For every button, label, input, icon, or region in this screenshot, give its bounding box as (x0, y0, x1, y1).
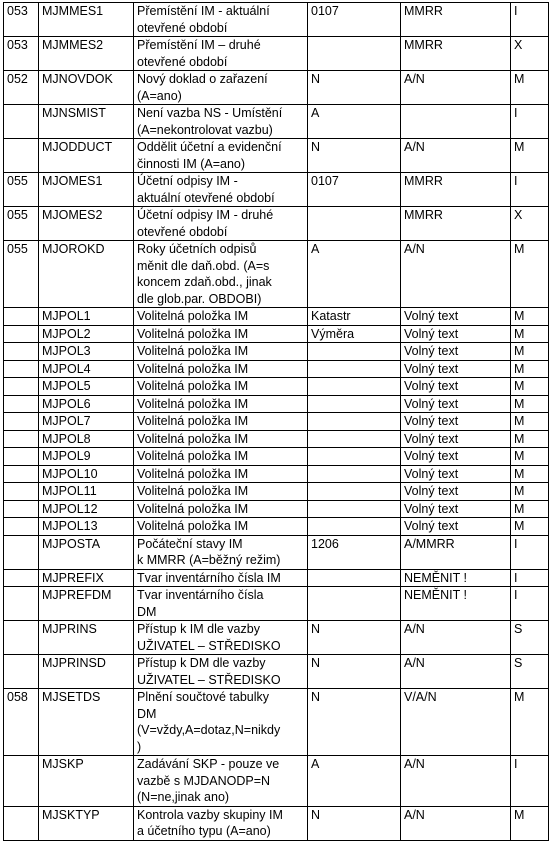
type-cell: Volný text (401, 413, 511, 431)
parameter-name-cell: MJPRINSD (39, 655, 134, 689)
value-cell: N (308, 71, 401, 105)
parameter-name-cell: MJPOL12 (39, 500, 134, 518)
row-code-cell (4, 448, 39, 466)
table-row (4, 308, 549, 326)
parameter-name-cell: MJOMES2 (39, 207, 134, 241)
value-cell (308, 395, 401, 413)
description-line: Volitelná položka IM (137, 379, 249, 393)
description-cell (134, 587, 308, 621)
type-cell: MMRR (401, 207, 511, 241)
parameter-name-cell: MJODDUCT (39, 139, 134, 173)
parameter-name-cell: MJSKP (39, 756, 134, 807)
row-code-cell: 055 (4, 173, 39, 207)
flag-cell: M (511, 483, 549, 501)
row-code-cell (4, 518, 39, 536)
parameter-name-cell: MJPOL4 (39, 360, 134, 378)
description-line: otevřené období (137, 54, 228, 69)
type-cell: Volný text (401, 325, 511, 343)
description-line: Kontrola vazby skupiny IM (137, 807, 283, 822)
flag-cell: I (511, 756, 549, 807)
table-row (4, 343, 549, 361)
flag-cell: X (511, 37, 549, 71)
description-cell (134, 343, 308, 361)
value-cell: A (308, 756, 401, 807)
row-code-cell (4, 500, 39, 518)
description-line: Volitelná položka IM (137, 484, 249, 498)
table-row (4, 483, 549, 501)
value-cell: N (308, 689, 401, 756)
description-cell (134, 139, 308, 173)
parameter-name-cell: MJNSMIST (39, 105, 134, 139)
flag-cell: M (511, 360, 549, 378)
flag-cell: M (511, 806, 549, 840)
value-cell (308, 37, 401, 71)
parameter-name-cell: MJMMES1 (39, 3, 134, 37)
table-row (4, 395, 549, 413)
table-row (4, 448, 549, 466)
type-cell: A/MMRR (401, 535, 511, 569)
flag-cell: I (511, 587, 549, 621)
description-line: UŽIVATEL – STŘEDISKO (137, 672, 281, 687)
row-code-cell (4, 360, 39, 378)
table-row (4, 105, 549, 139)
description-line: dle glob.par. OBDOBI) (137, 291, 262, 306)
row-code-cell (4, 756, 39, 807)
description-cell (134, 430, 308, 448)
parameter-name-cell: MJSKTYP (39, 806, 134, 840)
type-cell: V/A/N (401, 689, 511, 756)
parameter-name-cell: MJPRINS (39, 621, 134, 655)
description-cell (134, 3, 308, 37)
description-line: Účetní odpisy IM - (137, 174, 238, 188)
description-line: Přístup k DM dle vazby (137, 656, 266, 670)
description-cell (134, 173, 308, 207)
type-cell: Volný text (401, 395, 511, 413)
description-cell (134, 325, 308, 343)
description-line: Zadávání SKP - pouze ve (137, 757, 280, 771)
row-code-cell (4, 806, 39, 840)
row-code-cell: 055 (4, 207, 39, 241)
description-line: Volitelná položka IM (137, 396, 249, 411)
type-cell: A/N (401, 241, 511, 308)
description-cell (134, 71, 308, 105)
flag-cell: I (511, 535, 549, 569)
description-cell (134, 207, 308, 241)
description-cell (134, 308, 308, 326)
type-cell: A/N (401, 139, 511, 173)
row-code-cell (4, 105, 39, 139)
description-line: aktuální otevřené období (137, 190, 275, 205)
value-cell (308, 465, 401, 483)
row-code-cell (4, 378, 39, 396)
table-row (4, 325, 549, 343)
description-line: Volitelná položka IM (137, 309, 249, 323)
table-row (4, 655, 549, 689)
flag-cell: S (511, 621, 549, 655)
table-row (4, 756, 549, 807)
parameter-name-cell: MJPREFIX (39, 569, 134, 587)
description-line: otevřené období (137, 20, 228, 35)
description-line: Není vazba NS - Umístění (137, 106, 283, 120)
table-row (4, 207, 549, 241)
description-cell (134, 105, 308, 139)
table-row (4, 3, 549, 37)
type-cell (401, 105, 511, 139)
description-line: vazbě s MJDANODP=N (137, 773, 271, 788)
parameter-name-cell: MJNOVDOK (39, 71, 134, 105)
type-cell: Volný text (401, 378, 511, 396)
flag-cell: M (511, 308, 549, 326)
parameter-name-cell: MJPOL10 (39, 465, 134, 483)
description-cell (134, 806, 308, 840)
type-cell: A/N (401, 71, 511, 105)
flag-cell: M (511, 139, 549, 173)
type-cell: A/N (401, 806, 511, 840)
table-row (4, 139, 549, 173)
description-cell (134, 378, 308, 396)
description-cell (134, 241, 308, 308)
description-cell (134, 448, 308, 466)
value-cell (308, 569, 401, 587)
description-cell (134, 395, 308, 413)
row-code-cell (4, 569, 39, 587)
description-line: Přemístění IM - aktuální (137, 4, 270, 18)
parameter-name-cell: MJPOL9 (39, 448, 134, 466)
description-line: Volitelná položka IM (137, 431, 249, 446)
description-line: otevřené období (137, 224, 228, 239)
value-cell (308, 518, 401, 536)
flag-cell: M (511, 448, 549, 466)
type-cell: A/N (401, 621, 511, 655)
flag-cell: I (511, 173, 549, 207)
description-line: DM (137, 604, 157, 619)
row-code-cell (4, 325, 39, 343)
flag-cell: S (511, 655, 549, 689)
type-cell: Volný text (401, 483, 511, 501)
description-cell (134, 37, 308, 71)
row-code-cell (4, 465, 39, 483)
flag-cell: M (511, 518, 549, 536)
table-row (4, 535, 549, 569)
row-code-cell: 058 (4, 689, 39, 756)
value-cell (308, 500, 401, 518)
parameter-name-cell: MJPREFDM (39, 587, 134, 621)
type-cell: Volný text (401, 500, 511, 518)
flag-cell: I (511, 105, 549, 139)
row-code-cell (4, 343, 39, 361)
description-line: Tvar inventárního čísla (137, 588, 264, 602)
table-row (4, 569, 549, 587)
value-cell: Výměra (308, 325, 401, 343)
value-cell: 1206 (308, 535, 401, 569)
parameter-name-cell: MJPOL3 (39, 343, 134, 361)
value-cell: 0107 (308, 173, 401, 207)
value-cell (308, 587, 401, 621)
type-cell: Volný text (401, 430, 511, 448)
flag-cell: M (511, 71, 549, 105)
table-row (4, 500, 549, 518)
parameter-name-cell: MJSETDS (39, 689, 134, 756)
table-row (4, 587, 549, 621)
table-row (4, 689, 549, 756)
flag-cell: M (511, 343, 549, 361)
row-code-cell (4, 395, 39, 413)
flag-cell: I (511, 3, 549, 37)
type-cell: Volný text (401, 308, 511, 326)
value-cell (308, 378, 401, 396)
parameter-name-cell: MJOROKD (39, 241, 134, 308)
type-cell: Volný text (401, 360, 511, 378)
description-line: k MMRR (A=běžný režim) (137, 553, 281, 567)
flag-cell: M (511, 430, 549, 448)
description-line: Volitelná položka IM (137, 344, 249, 358)
value-cell (308, 207, 401, 241)
row-code-cell (4, 413, 39, 431)
value-cell: N (308, 655, 401, 689)
parameter-name-cell: MJPOL11 (39, 483, 134, 501)
type-cell: MMRR (401, 3, 511, 37)
description-line: Volitelná položka IM (137, 519, 249, 533)
table-row (4, 518, 549, 536)
flag-cell: M (511, 241, 549, 308)
table-row (4, 71, 549, 105)
description-line: Volitelná položka IM (137, 361, 249, 376)
description-cell (134, 483, 308, 501)
description-line: Volitelná položka IM (137, 449, 249, 463)
table-row (4, 241, 549, 308)
description-line: ) (137, 739, 142, 754)
table-row (4, 413, 549, 431)
description-cell (134, 569, 308, 587)
value-cell (308, 430, 401, 448)
description-line: (A=nekontrolovat vazbu) (137, 122, 273, 137)
parameter-name-cell: MJPOL6 (39, 395, 134, 413)
row-code-cell (4, 139, 39, 173)
type-cell: Volný text (401, 518, 511, 536)
description-line: činnosti IM (A=ano) (137, 156, 246, 171)
row-code-cell: 055 (4, 241, 39, 308)
parameter-name-cell: MJPOL5 (39, 378, 134, 396)
description-line: (A=ano) (137, 88, 182, 103)
parameter-table (3, 2, 549, 841)
row-code-cell (4, 621, 39, 655)
type-cell: Volný text (401, 448, 511, 466)
parameter-table-body (4, 3, 549, 841)
row-code-cell (4, 655, 39, 689)
type-cell: NEMĚNIT ! (401, 569, 511, 587)
description-line: Roky účetních odpisů (137, 242, 257, 256)
flag-cell: M (511, 395, 549, 413)
value-cell: 0107 (308, 3, 401, 37)
parameter-name-cell: MJMMES2 (39, 37, 134, 71)
parameter-name-cell: MJPOSTA (39, 535, 134, 569)
row-code-cell (4, 308, 39, 326)
value-cell: Katastr (308, 308, 401, 326)
row-code-cell: 053 (4, 37, 39, 71)
value-cell: A (308, 105, 401, 139)
description-line: Volitelná položka IM (137, 326, 249, 341)
description-line: koncem zdaň.obd., jinak (137, 275, 272, 289)
description-cell (134, 518, 308, 536)
flag-cell: I (511, 569, 549, 587)
parameter-name-cell: MJPOL1 (39, 308, 134, 326)
description-line: Přemístění IM – druhé (137, 38, 261, 52)
type-cell: A/N (401, 756, 511, 807)
description-line: Volitelná položka IM (137, 466, 249, 481)
value-cell: N (308, 806, 401, 840)
value-cell (308, 413, 401, 431)
parameter-name-cell: MJOMES1 (39, 173, 134, 207)
type-cell: MMRR (401, 173, 511, 207)
table-row (4, 465, 549, 483)
description-line: Tvar inventárního čísla IM (137, 570, 281, 585)
row-code-cell: 052 (4, 71, 39, 105)
table-row (4, 621, 549, 655)
description-cell (134, 360, 308, 378)
description-cell (134, 535, 308, 569)
description-line: Přístup k IM dle vazby (137, 622, 260, 636)
type-cell: NEMĚNIT ! (401, 587, 511, 621)
table-row (4, 378, 549, 396)
flag-cell: M (511, 689, 549, 756)
row-code-cell (4, 483, 39, 501)
table-row (4, 37, 549, 71)
parameter-name-cell: MJPOL13 (39, 518, 134, 536)
flag-cell: M (511, 378, 549, 396)
table-row (4, 430, 549, 448)
value-cell: N (308, 621, 401, 655)
value-cell: A (308, 241, 401, 308)
description-line: (N=ne,jinak ano) (137, 790, 230, 804)
description-line: měnit dle daň.obd. (A=s (137, 258, 270, 273)
flag-cell: M (511, 325, 549, 343)
description-line: a účetního typu (A=ano) (137, 824, 271, 838)
flag-cell: M (511, 413, 549, 431)
description-line: Plnění součtové tabulky (137, 690, 270, 704)
description-cell (134, 465, 308, 483)
description-line: Oddělit účetní a evidenční (137, 140, 282, 154)
value-cell: N (308, 139, 401, 173)
flag-cell: X (511, 207, 549, 241)
parameter-name-cell: MJPOL2 (39, 325, 134, 343)
description-line: UŽIVATEL – STŘEDISKO (137, 638, 281, 653)
flag-cell: M (511, 500, 549, 518)
flag-cell: M (511, 465, 549, 483)
type-cell: A/N (401, 655, 511, 689)
description-cell (134, 621, 308, 655)
description-cell (134, 756, 308, 807)
value-cell (308, 360, 401, 378)
row-code-cell (4, 535, 39, 569)
description-cell (134, 413, 308, 431)
description-line: DM (137, 706, 157, 721)
parameter-name-cell: MJPOL7 (39, 413, 134, 431)
row-code-cell: 053 (4, 3, 39, 37)
description-line: Volitelná položka IM (137, 414, 249, 428)
description-cell (134, 689, 308, 756)
value-cell (308, 448, 401, 466)
parameter-name-cell: MJPOL8 (39, 430, 134, 448)
type-cell: Volný text (401, 343, 511, 361)
table-row (4, 173, 549, 207)
table-row (4, 806, 549, 840)
table-row (4, 360, 549, 378)
value-cell (308, 343, 401, 361)
description-cell (134, 655, 308, 689)
description-line: Nový doklad o zařazení (137, 72, 268, 86)
description-line: Počáteční stavy IM (137, 536, 243, 551)
description-cell (134, 500, 308, 518)
type-cell: Volný text (401, 465, 511, 483)
type-cell: MMRR (401, 37, 511, 71)
description-line: Volitelná položka IM (137, 501, 249, 516)
row-code-cell (4, 430, 39, 448)
description-line: (V=vždy,A=dotaz,N=nikdy (137, 723, 281, 737)
row-code-cell (4, 587, 39, 621)
value-cell (308, 483, 401, 501)
description-line: Účetní odpisy IM - druhé (137, 208, 274, 222)
